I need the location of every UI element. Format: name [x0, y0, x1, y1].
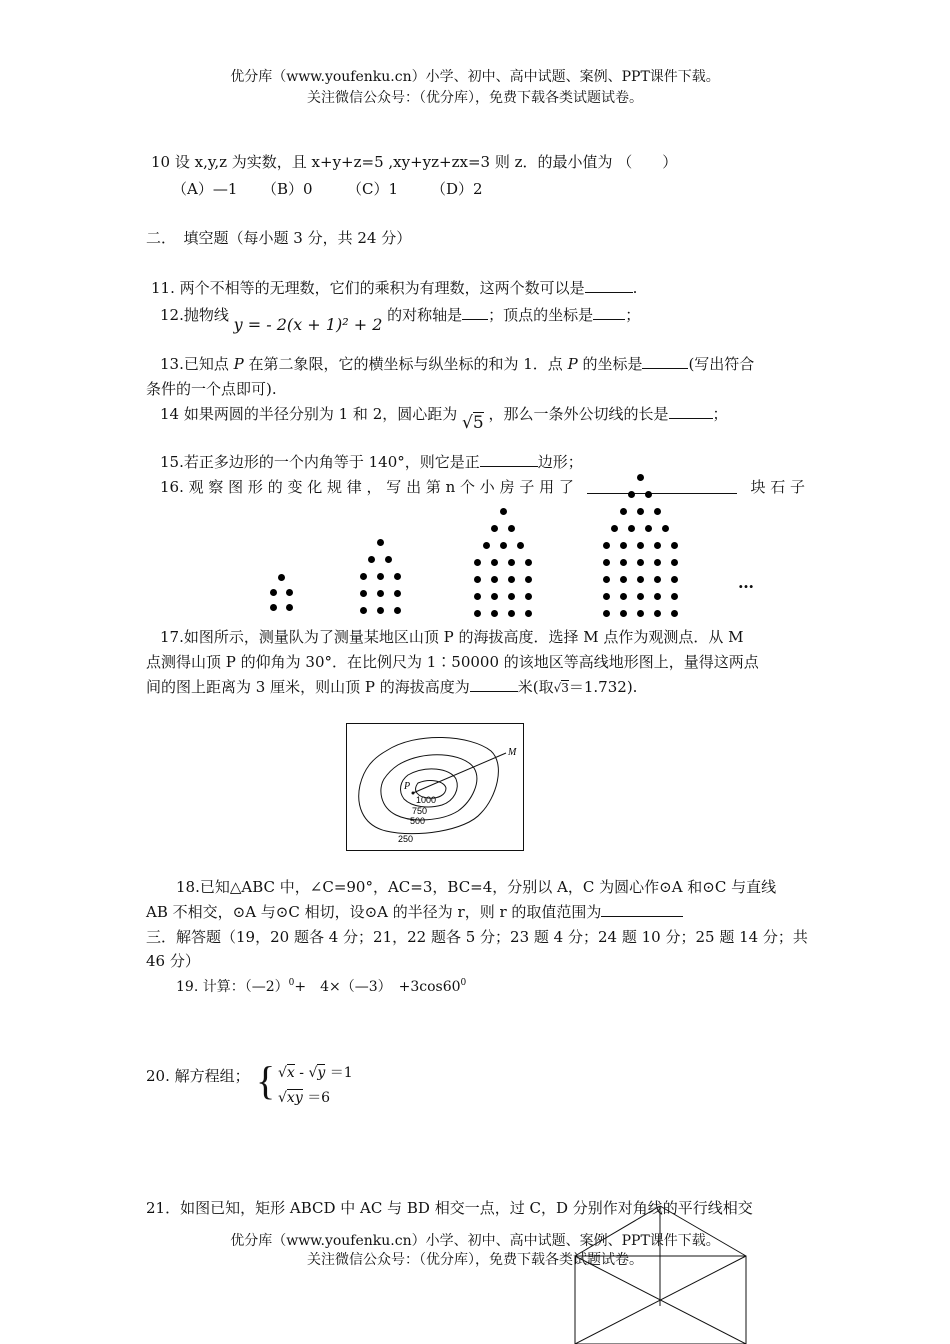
stone-dot — [483, 542, 490, 549]
stone-dot — [654, 559, 661, 566]
stone-houses-figure — [0, 0, 950, 630]
stone-dot — [385, 556, 392, 563]
header-line-2: 关注微信公众号：（优分库），免费下载各类试题试卷。 — [307, 90, 643, 106]
stone-dot — [394, 573, 401, 580]
q12-pre: 12.抛物线 — [160, 306, 229, 324]
stone-dot — [603, 593, 610, 600]
q11-text: 11. 两个不相等的无理数，它们的乘积为有理数，这两个数可以是 — [151, 279, 585, 297]
stone-dot — [620, 542, 627, 549]
stone-dot — [620, 610, 627, 617]
stone-dot — [662, 525, 669, 532]
stone-dot — [508, 610, 515, 617]
footer-header-line-2: 关注微信公众号：（优分库），免费下载各类试题试卷。 — [307, 1252, 643, 1268]
q18-line-2: AB 不相交，⊙A 与⊙C 相切，设⊙A 的半径为 r，则 r 的取值范围为 — [146, 901, 683, 922]
q20-eq-2: √xy ＝6 — [278, 1090, 331, 1106]
stone-dot — [654, 610, 661, 617]
stone-dot — [654, 508, 661, 515]
stone-dot — [491, 576, 498, 583]
q14-sqrt: √5 — [462, 413, 484, 433]
contour-map-figure — [346, 723, 524, 851]
stone-dot — [491, 610, 498, 617]
houses-ellipsis: … — [738, 573, 754, 592]
label-250: 250 — [398, 834, 414, 844]
point-p — [412, 792, 415, 795]
q16: 16. 观 察 图 形 的 变 化 规 律 ， 写 出 第 n 个 小 房 子 用 了 块 石 子 — [160, 478, 805, 496]
q13-line-1: 13.已知点 P 在第二象限，它的横坐标与纵坐标的和为 1．点 P 的坐标是 (写出符合 — [160, 355, 755, 373]
q20-brace: { — [256, 1058, 276, 1103]
stone-dot — [286, 604, 293, 611]
stone-dot — [620, 508, 627, 515]
stone-dot — [500, 508, 507, 515]
section-2-heading: 二． 填空题（每小题 3 分，共 24 分） — [146, 229, 412, 247]
stone-dot — [377, 590, 384, 597]
stone-dot — [671, 559, 678, 566]
stone-dot — [525, 559, 532, 566]
stone-dot — [525, 576, 532, 583]
stone-dot — [508, 559, 515, 566]
stone-dot — [508, 576, 515, 583]
q17-line-3: 间的图上距离为 3 厘米，则山顶 P 的海拔高度为 米(取√3＝1.732). — [146, 678, 638, 696]
q10-stem: 10 设 x,y,z 为实数，且 x+y+z=5 ,xy+yz+zx=3 则 z．的最小值为 （ ） — [151, 153, 678, 171]
q18-blank — [601, 903, 683, 917]
q17-blank — [470, 678, 518, 692]
stone-dot — [491, 593, 498, 600]
stone-dot — [508, 525, 515, 532]
q11-end: . — [632, 279, 638, 297]
stone-dot — [517, 542, 524, 549]
q17-line-1: 17.如图所示，测量队为了测量某地区山顶 P 的海拔高度．选择 M 点作为观测点．从 M — [160, 628, 744, 646]
q20-label: 20. 解方程组； — [146, 1067, 250, 1085]
stone-dot — [637, 508, 644, 515]
q15: 15.若正多边形的一个内角等于 140°，则它是正 边形； — [160, 453, 583, 471]
stone-dot — [394, 607, 401, 614]
stone-dot — [286, 589, 293, 596]
stone-dot — [645, 525, 652, 532]
stone-dot — [368, 556, 375, 563]
stone-dot — [474, 576, 481, 583]
q12-end: ； — [625, 306, 641, 324]
rectangle-figure — [570, 1200, 752, 1344]
stone-dot — [491, 559, 498, 566]
stone-dot — [637, 576, 644, 583]
stone-dot — [637, 559, 644, 566]
stone-dot — [620, 576, 627, 583]
stone-dot — [603, 559, 610, 566]
stone-dot — [508, 593, 515, 600]
stone-dot — [270, 589, 277, 596]
q14: 14 如果两圆的半径分别为 1 和 2，圆心距为 √5 ，那么一条外公切线的长是 ； — [160, 405, 728, 433]
stone-dot — [637, 593, 644, 600]
q13-line-2: 条件的一个点即可). — [146, 380, 277, 398]
q10-option-d: （D）2 — [431, 180, 483, 198]
q10-option-b: （B）0 — [262, 180, 313, 198]
stone-dot — [671, 610, 678, 617]
stone-dot — [671, 593, 678, 600]
section-3-line-2: 46 分） — [146, 952, 200, 970]
stone-dot — [603, 610, 610, 617]
stone-dot — [628, 491, 635, 498]
stone-dot — [620, 593, 627, 600]
footer-header-line-1: 优分库（www.youfenku.cn）小学、初中、高中试题、案例、PPT课件下载。 — [230, 1233, 720, 1249]
header-line-1: 优分库（www.youfenku.cn）小学、初中、高中试题、案例、PPT课件下载。 — [230, 69, 720, 85]
q13-var-p: P — [233, 355, 244, 373]
stone-dot — [360, 607, 367, 614]
q12-axis-text: 的对称轴是 — [387, 306, 463, 324]
q18-line-1: 18.已知△ABC 中，∠C=90°，AC=3，BC=4，分别以 A，C 为圆心作⊙A 和⊙C 与直线 — [176, 878, 777, 896]
q19: 19. 计算：（—2）$^0$+ 4×（—3） $+3\cos 60^0$ — [176, 978, 467, 995]
stone-dot — [637, 474, 644, 481]
stone-dot — [645, 491, 652, 498]
stone-dot — [611, 525, 618, 532]
stone-dot — [394, 590, 401, 597]
stone-dot — [270, 604, 277, 611]
q20-eq-1: √x - √y ＝1 — [278, 1065, 353, 1081]
label-500: 500 — [410, 816, 426, 826]
stone-dot — [360, 590, 367, 597]
q17-line-2: 点测得山顶 P 的仰角为 30°．在比例尺为 1∶50000 的该地区等高线地形图上，量得这两点 — [146, 653, 759, 671]
stone-dot — [620, 559, 627, 566]
stone-dot — [377, 539, 384, 546]
stone-dot — [278, 574, 285, 581]
stone-dot — [637, 542, 644, 549]
stone-dot — [360, 573, 367, 580]
stone-dot — [474, 593, 481, 600]
stone-dot — [377, 607, 384, 614]
stone-dot — [491, 525, 498, 532]
label-p: P — [404, 781, 411, 792]
stone-dot — [525, 610, 532, 617]
stone-dot — [654, 576, 661, 583]
stone-dot — [525, 593, 532, 600]
q12-vertex-text: ；顶点的坐标是 — [488, 306, 594, 324]
stone-dot — [671, 576, 678, 583]
stone-dot — [377, 573, 384, 580]
stone-dot — [654, 542, 661, 549]
q12-formula: y = - 2(x + 1)² + 2 — [233, 315, 383, 334]
label-m: M — [508, 747, 517, 758]
label-750: 750 — [412, 806, 428, 816]
stone-dot — [637, 610, 644, 617]
stone-dot — [654, 593, 661, 600]
label-1000: 1000 — [416, 795, 437, 805]
q10-option-a: （A）—1 — [172, 180, 238, 198]
stone-dot — [474, 559, 481, 566]
stone-dot — [628, 525, 635, 532]
stone-dot — [603, 576, 610, 583]
q10-option-c: （C）1 — [347, 180, 399, 198]
stone-dot — [474, 610, 481, 617]
stone-dot — [603, 542, 610, 549]
stone-dot — [671, 542, 678, 549]
section-3-line-1: 三．解答题（19，20 题各 4 分；21，22 题各 5 分；23 题 4 分；24 题 10 分；25 题 14 分；共 — [146, 928, 808, 946]
q21-text: 21．如图已知，矩形 ABCD 中 AC 与 BD 相交一点，过 C，D 分别作对角线的平行线相交 — [146, 1199, 753, 1217]
stone-dot — [500, 542, 507, 549]
